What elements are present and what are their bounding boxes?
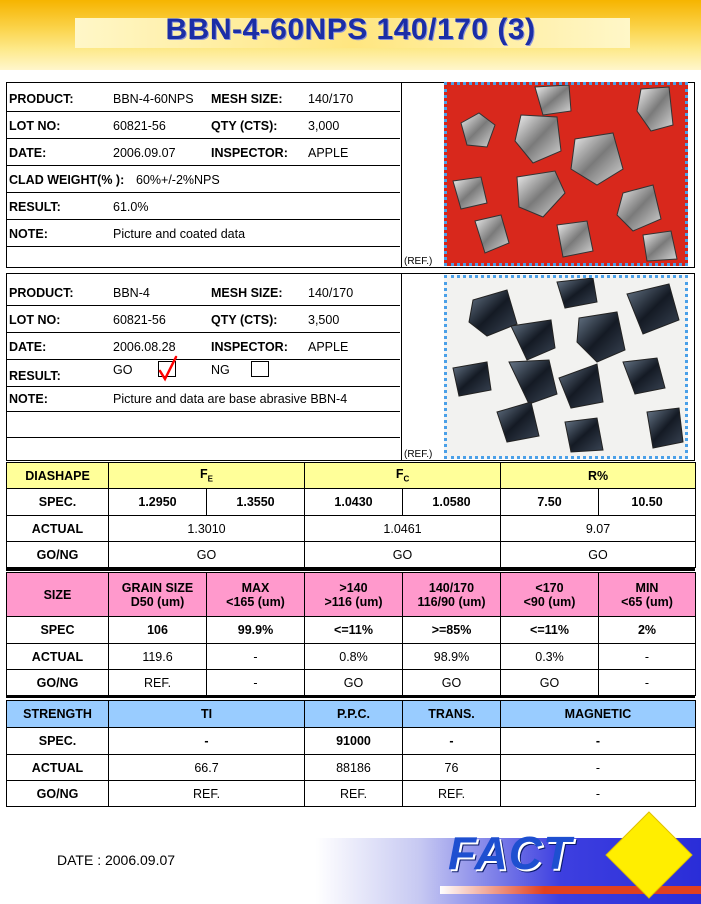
table-row <box>7 489 696 516</box>
header-line: 116/90 (um) <box>417 594 486 609</box>
table-row <box>7 670 696 696</box>
mesh-value: 140/170 <box>308 92 354 106</box>
table-cell: GO <box>403 670 501 696</box>
date-label: DATE: <box>9 340 47 354</box>
table-cell: <=11% <box>501 617 599 644</box>
lot-value: 60821-56 <box>113 313 166 327</box>
ng-checkbox[interactable] <box>251 361 269 377</box>
header-line: <165 (um) <box>226 594 285 609</box>
mesh-140-170-header <box>403 573 501 617</box>
table-cell: 1.2950 <box>109 489 207 516</box>
table-cell: - <box>207 670 305 696</box>
gong-label: GO/NG <box>7 781 109 807</box>
table-cell: - <box>501 781 696 807</box>
fe-letter: F <box>200 467 208 482</box>
date-value: 2006.08.28 <box>113 340 176 354</box>
ti-header: TI <box>109 701 305 728</box>
clad-value: 60%+/-2%NPS <box>136 173 220 187</box>
coated-crystal-photo <box>444 82 688 266</box>
product-value: BBN-4 <box>113 286 150 300</box>
row-product-mesh <box>6 86 400 112</box>
inspector-label: INSPECTOR: <box>211 146 288 160</box>
table-cell: 88186 <box>305 755 403 781</box>
product-label: PRODUCT: <box>9 286 74 300</box>
note-value: Picture and coated data <box>113 227 246 241</box>
qty-value: 3,500 <box>308 313 340 327</box>
table-cell: 1.3550 <box>207 489 305 516</box>
qty-label: QTY (CTS): <box>211 313 278 327</box>
table-cell: REF. <box>109 670 207 696</box>
qty-value: 3,000 <box>308 119 340 133</box>
table-row <box>7 644 696 670</box>
row-note <box>6 221 400 247</box>
max-header <box>207 573 305 617</box>
table-cell: GO <box>305 670 403 696</box>
actual-label: ACTUAL <box>7 644 109 670</box>
fe-subscript: E <box>207 474 213 484</box>
size-header: SIZE <box>7 573 109 617</box>
table-cell: 7.50 <box>501 489 599 516</box>
fc-letter: F <box>395 467 404 482</box>
header-line: <90 (um) <box>523 594 576 609</box>
result-value: 61.0% <box>113 200 149 214</box>
table-cell: 1.0580 <box>403 489 501 516</box>
table-cell: 10.50 <box>599 489 696 516</box>
fe-header <box>109 463 305 489</box>
table-cell: 1.0430 <box>305 489 403 516</box>
table-cell: - <box>109 728 305 755</box>
note-label: NOTE: <box>9 392 48 406</box>
inspector-value: APPLE <box>308 146 349 160</box>
magnetic-header: MAGNETIC <box>501 701 696 728</box>
trans-header: TRANS. <box>403 701 501 728</box>
table-cell: <=11% <box>305 617 403 644</box>
table-cell: >=85% <box>403 617 501 644</box>
table-cell: REF. <box>403 781 501 807</box>
grain-size-header <box>109 573 207 617</box>
table-cell: 66.7 <box>109 755 305 781</box>
header-line: >140 <box>339 580 368 595</box>
gong-label: GO/NG <box>7 670 109 696</box>
row-date-inspector <box>6 334 400 360</box>
table-row <box>7 516 696 542</box>
result-label: RESULT: <box>9 200 61 214</box>
actual-label: ACTUAL <box>7 516 109 542</box>
lot-value: 60821-56 <box>113 119 166 133</box>
page-title: BBN-4-60NPS 140/170 (3) <box>165 13 536 46</box>
section-separator <box>6 695 695 698</box>
table-cell: GO <box>501 670 599 696</box>
mesh-value: 140/170 <box>308 286 354 300</box>
header-line: MAX <box>241 580 270 595</box>
table-row <box>7 781 696 807</box>
panel-divider <box>401 82 402 268</box>
header-line: >116 (um) <box>324 594 383 609</box>
table-cell: 106 <box>109 617 207 644</box>
under-170-header <box>501 573 599 617</box>
product-value: BBN-4-60NPS <box>113 92 194 106</box>
table-cell: 0.3% <box>501 644 599 670</box>
header-line: GRAIN SIZE <box>121 580 194 595</box>
row-result-check <box>6 361 400 387</box>
min-header <box>599 573 696 617</box>
size-table <box>6 572 696 696</box>
table-cell: 9.07 <box>501 516 696 542</box>
row-note-blank <box>6 412 400 438</box>
strength-table <box>6 700 696 807</box>
note-label: NOTE: <box>9 227 48 241</box>
ng-label: NG <box>211 363 230 377</box>
table-cell: - <box>207 644 305 670</box>
date-value: 2006.09.07 <box>113 146 176 160</box>
table-cell: 98.9% <box>403 644 501 670</box>
table-cell: - <box>599 644 696 670</box>
section-separator <box>6 568 695 571</box>
ref-label: (REF.) <box>404 449 433 460</box>
table-cell: - <box>501 728 696 755</box>
actual-label: ACTUAL <box>7 755 109 781</box>
row-date-inspector <box>6 140 400 166</box>
strength-header: STRENGTH <box>7 701 109 728</box>
table-row <box>7 728 696 755</box>
table-row <box>7 542 696 568</box>
row-note <box>6 386 400 412</box>
row-result <box>6 194 400 220</box>
over-140-header <box>305 573 403 617</box>
table-cell: 1.0461 <box>305 516 501 542</box>
lot-label: LOT NO: <box>9 119 61 133</box>
table-cell: - <box>403 728 501 755</box>
coated-crystals-image <box>447 85 685 263</box>
table-cell: 76 <box>403 755 501 781</box>
table-row <box>7 755 696 781</box>
header-line: <170 <box>535 580 564 595</box>
mesh-label: MESH SIZE: <box>211 92 283 106</box>
table-cell: 91000 <box>305 728 403 755</box>
qty-label: QTY (CTS): <box>211 119 278 133</box>
lot-label: LOT NO: <box>9 313 61 327</box>
ppc-header: P.P.C. <box>305 701 403 728</box>
table-cell: GO <box>305 542 501 568</box>
spec-label: SPEC. <box>7 728 109 755</box>
fact-logo: FACT <box>448 827 573 879</box>
footer-band <box>0 838 701 904</box>
table-cell: - <box>599 670 696 696</box>
yellow-diamond-icon <box>604 810 694 900</box>
table-cell: GO <box>501 542 696 568</box>
diashape-table <box>6 462 696 568</box>
table-cell: 119.6 <box>109 644 207 670</box>
footer-date: DATE : 2006.09.07 <box>57 852 176 868</box>
date-label: DATE: <box>9 146 47 160</box>
table-cell: 2% <box>599 617 696 644</box>
table-cell: - <box>501 755 696 781</box>
inspector-label: INSPECTOR: <box>211 340 288 354</box>
clad-label: CLAD WEIGHT(% ): <box>9 173 125 187</box>
table-cell: 0.8% <box>305 644 403 670</box>
fc-header <box>305 463 501 489</box>
header-line: <65 (um) <box>621 594 673 609</box>
table-cell: 1.3010 <box>109 516 305 542</box>
gong-label: GO/NG <box>7 542 109 568</box>
header-line: MIN <box>635 580 659 595</box>
go-label: GO <box>113 363 133 377</box>
result-label: RESULT: <box>9 369 61 383</box>
row-lot-qty <box>6 307 400 333</box>
row-clad-weight <box>6 167 400 193</box>
fc-subscript: C <box>403 474 410 484</box>
mesh-label: MESH SIZE: <box>211 286 283 300</box>
base-crystal-photo <box>444 275 688 459</box>
inspector-value: APPLE <box>308 340 349 354</box>
table-cell: REF. <box>305 781 403 807</box>
table-cell: 99.9% <box>207 617 305 644</box>
diashape-header: DIASHAPE <box>7 463 109 489</box>
spec-label: SPEC <box>7 617 109 644</box>
row-product-mesh <box>6 280 400 306</box>
base-crystals-image <box>447 278 685 456</box>
table-cell: REF. <box>109 781 305 807</box>
note-value: Picture and data are base abrasive BBN-4 <box>113 392 348 406</box>
r-percent-header: R% <box>501 463 696 489</box>
table-cell: GO <box>109 542 305 568</box>
spec-label: SPEC. <box>7 489 109 516</box>
checkmark-icon <box>156 355 180 383</box>
ref-label: (REF.) <box>404 256 433 267</box>
header-line: 140/170 <box>428 580 475 595</box>
panel-divider <box>401 273 402 461</box>
row-lot-qty <box>6 113 400 139</box>
product-label: PRODUCT: <box>9 92 74 106</box>
table-row <box>7 617 696 644</box>
header-line: D50 (um) <box>130 594 185 609</box>
